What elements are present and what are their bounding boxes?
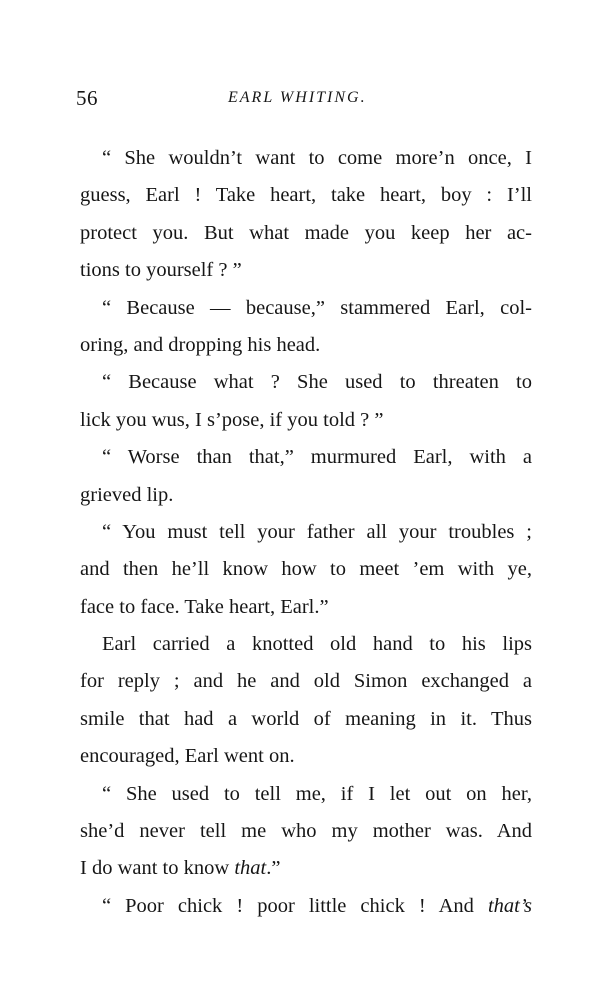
text-line: face to face. Take heart, Earl.”	[80, 595, 329, 618]
text-line: Earl carried a knotted old hand to his lips	[102, 633, 532, 656]
running-head: EARL WHITING.	[228, 89, 367, 106]
text-line: smile that had a world of meaning in it. Thus	[80, 707, 532, 730]
text-run: “ Poor chick ! poor little chick ! And	[102, 894, 488, 917]
text-line: “ She wouldn’t want to come more’n once, I	[102, 147, 532, 169]
text-line: “ You must tell your father all your troubles ;	[102, 520, 532, 543]
text-line: for reply ; and he and old Simon exchanged a	[80, 670, 532, 693]
text-line: and then he’ll know how to meet ’em with ye,	[80, 558, 532, 581]
text-line: lick you wus, I s’pose, if you told ? ”	[80, 408, 384, 431]
page-number: 56	[76, 86, 98, 110]
text-line: “ Because — because,” stammered Earl, col-	[102, 296, 532, 319]
text-line: “ Because what ? She used to threaten to	[102, 371, 532, 394]
text-line	[80, 888, 532, 925]
text-line: grieved lip.	[80, 483, 174, 506]
text-line: protect you. But what made you keep her ac-	[80, 221, 532, 244]
text-line: oring, and dropping his head.	[80, 333, 321, 356]
text-run: .”	[266, 857, 281, 880]
text-line: encouraged, Earl went on.	[80, 745, 295, 768]
body-text	[80, 140, 532, 925]
page-header	[76, 86, 538, 112]
text-line: she’d never tell me who my mother was. And	[80, 820, 532, 843]
italic-word: that’s	[487, 894, 532, 917]
text-line: tions to yourself ? ”	[80, 259, 242, 282]
text-line: guess, Earl ! Take heart, take heart, boy : I’ll	[80, 184, 532, 207]
italic-word: that	[234, 857, 267, 880]
text-line: “ Worse than that,” murmured Earl, with a	[102, 446, 532, 469]
text-run: I do want to know	[80, 857, 235, 880]
text-line: “ She used to tell me, if I let out on her,	[102, 782, 532, 805]
text-line	[80, 850, 532, 887]
